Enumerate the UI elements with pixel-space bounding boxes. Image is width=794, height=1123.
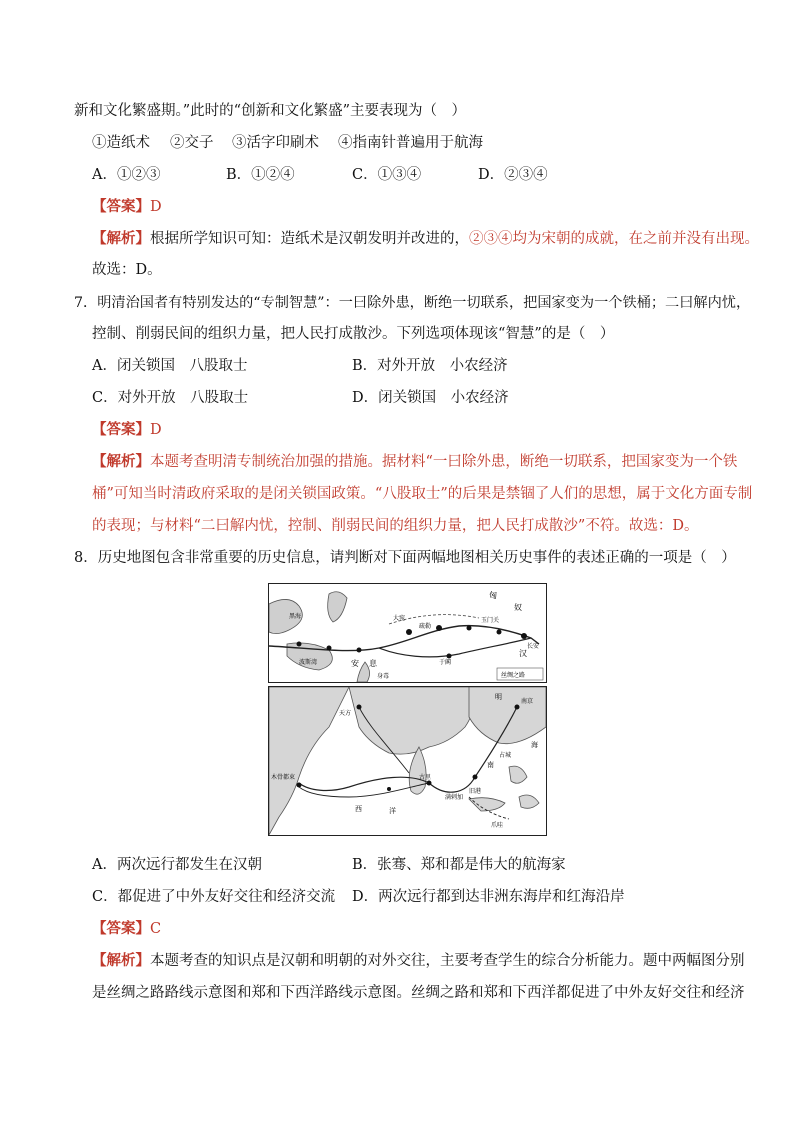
answer-tag: 【答案】 — [92, 920, 150, 937]
q8-option-d: D．两次远行都到达非洲东海岸和红海沿岸 — [352, 889, 625, 905]
q7-option-c: C．对外开放 八股取士 — [92, 390, 249, 406]
q8-analysis-line-2: 是丝绸之路路线示意图和郑和下西洋路线示意图。丝绸之路和郑和下西洋都促进了中外友好交往和经济 — [92, 985, 745, 1001]
q7-analysis-text-1: 本题考查明清专制统治加强的措施。据材料“一曰除外患，断绝一切联系，把国家变为一个铁 — [150, 454, 738, 470]
analysis-tag: 【解析】 — [92, 453, 150, 470]
map2-label-java: 爪哇 — [491, 822, 504, 829]
silk-road-map-drawing — [269, 584, 546, 682]
q8-analysis-line-1 — [92, 951, 745, 971]
map2-label-mogadishu: 木骨都束 — [271, 774, 296, 781]
zheng-he-voyages-map — [268, 686, 547, 836]
q7-analysis-line-1 — [92, 452, 737, 472]
q7-analysis-line-3: 的表现；与材料“二曰解内忧，控制、削弱民间的组织力量，把人民打成散沙”不符。故选：D。 — [92, 518, 699, 534]
answer-tag: 【答案】 — [92, 421, 150, 438]
q6-analysis-conclusion: 故选：D。 — [92, 262, 162, 278]
map1-label-changan: 长安 — [527, 643, 540, 650]
map1-label-xi: 息 — [369, 659, 377, 668]
q8-analysis-text-1: 本题考查的知识点是汉朝和明朝的对外交往，主要考查学生的综合分析能力。题中两幅图分别 — [150, 953, 745, 969]
map2-label-xi: 西 — [355, 805, 362, 813]
answer-value: D — [150, 199, 162, 215]
q6-item-2: ②交子 — [170, 135, 214, 151]
map1-legend-silk-road: 丝绸之路 — [501, 672, 526, 679]
map2-label-tianfang: 天方 — [339, 710, 352, 717]
map1-label-an: 安 — [351, 659, 359, 668]
answer-value: C — [150, 921, 162, 937]
analysis-tag: 【解析】 — [92, 230, 150, 247]
map1-label-persian-gulf: 波斯湾 — [299, 659, 318, 666]
q6-option-a: A．①②③ — [92, 167, 161, 183]
q8-option-b: B．张骞、郑和都是伟大的航海家 — [352, 857, 566, 873]
map1-label-black-sea: 黑海 — [289, 613, 302, 620]
q7-option-b: B．对外开放 小农经济 — [352, 358, 508, 374]
q6-analysis-text-a: 根据所学知识可知：造纸术是汉朝发明并改进的， — [150, 231, 469, 247]
map1-label-yutian: 于阗 — [439, 659, 452, 666]
q6-item-1: ①造纸术 — [92, 135, 150, 151]
map2-label-yang: 洋 — [389, 807, 396, 815]
q6-option-c: C．①③④ — [352, 167, 422, 183]
map2-label-hai: 海 — [531, 741, 538, 749]
map2-label-malacca: 满剌加 — [445, 794, 464, 801]
q6-analysis-text-b: ②③④均为宋朝的成就，在之前并没有出现。 — [469, 231, 759, 247]
zheng-he-map-drawing — [269, 687, 546, 835]
map1-label-shule: 疏勒 — [419, 623, 432, 630]
q6-item-3: ③活字印刷术 — [232, 135, 319, 151]
silk-road-map — [268, 583, 547, 683]
map1-label-dayuan: 大宛 — [393, 615, 406, 622]
q6-option-d: D．②③④ — [478, 167, 548, 183]
map1-label-xiong: 匈 — [489, 591, 497, 600]
q6-stem-continuation: 新和文化繁盛期。”此时的“创新和文化繁盛”主要表现为（ ） — [74, 103, 466, 119]
q6-item-4: ④指南针普遍用于航海 — [338, 135, 483, 151]
map2-label-nanjing: 南京 — [521, 698, 534, 705]
q6-analysis — [92, 229, 759, 249]
q7-stem-line-2: 控制、削弱民间的组织力量，把人民打成散沙。下列选项体现该“智慧”的是（ ） — [92, 326, 615, 342]
map1-label-nu: 奴 — [514, 603, 522, 612]
q8-answer — [92, 919, 161, 939]
map1-label-han: 汉 — [519, 649, 527, 658]
analysis-tag: 【解析】 — [92, 952, 150, 969]
map1-label-yumenguan: 玉门关 — [481, 617, 500, 624]
q7-analysis-line-2: 桶”可知当时清政府采取的是闭关锁国政策。“八股取士”的后果是禁锢了人们的思想，属于文化方面专制 — [92, 486, 753, 502]
map1-label-shendu: 身毒 — [377, 673, 390, 680]
q7-stem-line-1: 7．明清治国者有特别发达的“专制智慧”：一曰除外患，断绝一切联系，把国家变为一个铁桶；二曰解内忧， — [74, 295, 751, 311]
q8-stem: 8．历史地图包含非常重要的历史信息，请判断对下面两幅地图相关历史事件的表述正确的一项是（ ） — [74, 550, 736, 566]
q8-option-a: A．两次远行都发生在汉朝 — [92, 857, 262, 873]
map2-label-ming: 明 — [495, 693, 502, 701]
q8-option-c: C．都促进了中外友好交往和经济交流 — [92, 889, 336, 905]
map2-label-nan: 南 — [487, 761, 494, 769]
map2-label-jiugang: 旧港 — [469, 788, 482, 795]
answer-value: D — [150, 422, 162, 438]
answer-tag: 【答案】 — [92, 198, 150, 215]
map2-label-champa: 占城 — [499, 752, 512, 759]
q7-option-d: D．闭关锁国 小农经济 — [352, 390, 509, 406]
q7-answer — [92, 420, 162, 440]
map2-label-guli: 古里 — [419, 774, 432, 781]
q6-answer — [92, 197, 162, 217]
q6-option-b: B．①②④ — [226, 167, 295, 183]
q7-option-a: A．闭关锁国 八股取士 — [92, 358, 248, 374]
